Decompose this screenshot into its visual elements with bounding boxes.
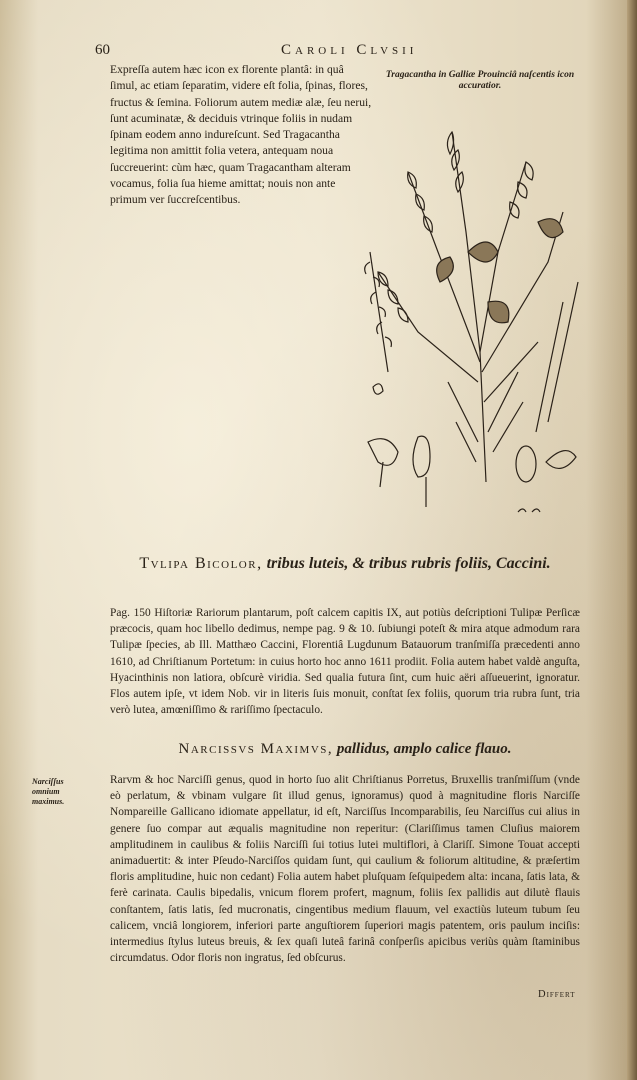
tulipa-heading-desc: tribus luteis, & tribus rubris foliis, Caccini. — [266, 555, 551, 572]
page-number: 60 — [95, 42, 110, 58]
narcissus-heading — [110, 741, 580, 758]
tulipa-paragraph-text: Pag. 150 Hiſtoriæ Rariorum plantarum, poſt calcem capitis IX, aut potiùs deſcriptioni Tulipæ Perſicæ præcocis, quam hoc libello dedimus, nempe pag. 9 & 10. ſubiungi poteſt & mira atque admodum rara Tulipæ ſpecies, ab Ill. Matthæo Caccini, Florentiâ Lugdunum Batauorum tranſmiſſa præcedenti anno 1610, ad Chriſtianum Portetum: in cuius horto hoc anno 1611 prodiit. Folia autem habet valdè anguſta, Hyacinthinis non latiora, obſcurè viridia. Sed qualia futura ſint, cum huic aëri aſſueuerint, ignoratur. Flos autem ipſe, vt idem Nob. vir in literis ſuis monuit, conſtat ſex foliis, quorum tria rubra ſunt, tria verò lutea, amœniſſimo & rariſſimo ſpectaculo. — [110, 607, 580, 717]
narcissus-heading-desc: pallidus, amplo calice flauo. — [336, 741, 512, 757]
narcissus-paragraph-text: Rarvm & hoc Narciſſi genus, quod in horto ſuo alit Chriſtianus Porretus, Bruxellis tranſmiſſum (vnde eò perlatum, & vbinam vulgare ſit illud genus, ignoramus) quod à magnitudine floris Narciſſe Nompareille Gallicano idiomate appellatur, id eſt, Narciſſus Incomparabilis, ſeu Narciſſus cui alius in genere ſuo compar aut æqualis magnitudine non reperitur: (Clariſſimus tamen Cluſius maiorem amplitudinem in caulibus & foliis Narciſſi ſui totius lutei multiflori, à Clariſſ. Simone Touat accepti animaduertit: & inter Pſeudo-Narciſſos quidam ſunt, qui caulium & foliorum altitudine, & præſertim floris amplitudine, huic non cedant) Folia autem habet pluſquam ſeſquipedem alta: incana, ſatis lata, & ferè carinata. Caulis bipedalis, vnicum florem profert, magnum, foliis ſex pallidis aut dilutè flauis conſtantem, ſatis latis, ſed mucronatis, cingentibus medium flauum, vel exactiùs luteum tubum ſeu calicem, vnciâ longiorem, inferiori parte anguſtiorem ſuperiori magis patentem, oris paulum inciſis: intermedius ſtylus luteus breuis, & ſex quaſi luteâ farinâ conſperſis apicibus veriùs quàm ſtaminibus circumdatus. Odor floris non ingratus, ſed obſcurus. — [110, 774, 580, 965]
top-paragraph-text: Expreſſa autem hæc icon ex florente plantâ: in quâ ſimul, ac etiam ſeparatim, videre eſt folia, ſpinas, flores, fructus & ſemina. Foliorum autem mediæ alæ, ſeu nerui, ſunt acuminatæ, & deciduis vtrinque foliis in nudam ſpinam eodem anno indureſcunt. Sed Tragacantha legitima non amittit folia vetera, antequam noua ſuccreuerint: cùm hæc, quam Tragacantham alteram vocamus, folia ſua hieme amittat; nouis non ante primum ver ſuccreſcentibus. — [110, 63, 372, 207]
narcissus-heading-name: Narcissvs Maximvs, — [178, 741, 334, 757]
catchword: Differt — [538, 989, 576, 1000]
margin-note: Narciſſus omnium maximus. — [32, 777, 65, 806]
tragacantha-illustration — [348, 102, 588, 522]
top-paragraph — [110, 62, 372, 209]
page-edge — [627, 0, 637, 1080]
running-title: Caroli Clvsii — [281, 42, 418, 58]
tulipa-heading — [110, 553, 580, 574]
tulipa-paragraph — [110, 605, 580, 718]
figure-caption: Tragacantha in Galliæ Prouinciâ naſcentis icon accuratior. — [385, 70, 575, 91]
narcissus-paragraph — [110, 772, 580, 966]
tulipa-heading-name: Tvlipa Bicolor, — [139, 555, 263, 572]
running-head — [95, 42, 565, 64]
